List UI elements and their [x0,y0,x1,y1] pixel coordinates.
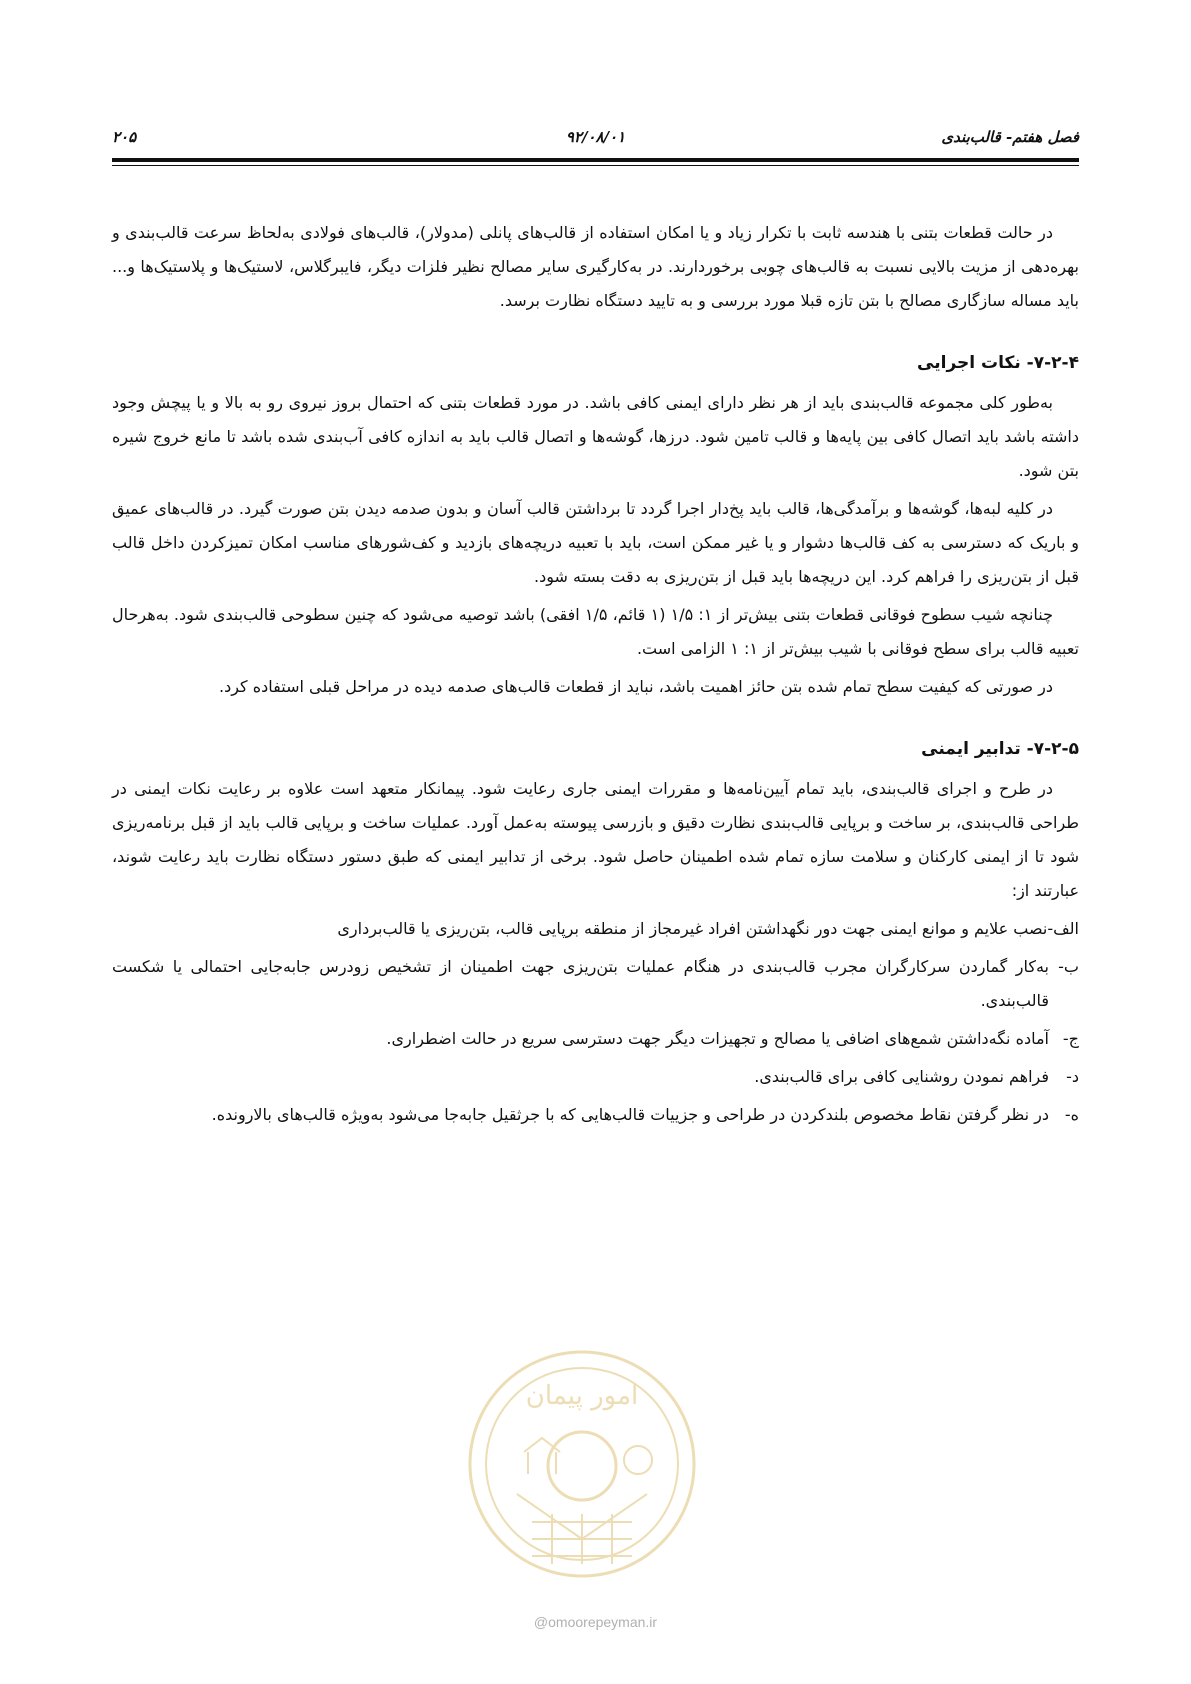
watermark-url: @omoorepeyman.ir [533,1614,658,1630]
chapter-title: فصل هفتم- قالب‌بندی [941,128,1079,146]
stamp-text: امور پیمان [525,1381,639,1411]
list-item-text: نصب علایم و موانع ایمنی جهت دور نگهداشتن افراد غیرمجاز از منطقه برپایی قالب، بتن‌ریزی یا قالب‌برداری [337,919,1048,938]
list-marker: الف- [1047,919,1079,938]
safety-measures-list [112,912,1079,1132]
page-content [112,216,1079,1136]
section-5-paragraph: در طرح و اجرای قالب‌بندی، باید تمام آیین‌نامه‌ها و مقررات ایمنی جاری رعایت شود. پیمانکار متعهد است علاوه بر رعایت نکات ایمنی در طراحی قالب‌بندی، بر ساخت و برپایی قالب‌بندی نظارت دقیق و بازرسی پیوسته به‌عمل آورد. عملیات ساخت و برپایی قالب باید از قبل برنامه‌ریزی شود تا از ایمنی کارکنان و سلامت سازه تمام شده اطمینان حاصل شود. برخی از تدابیر ایمنی که طبق دستور دستگاه نظارت باید رعایت شوند، عبارتند از: [112,779,1079,900]
list-item-text: در نظر گرفتن نقاط مخصوص بلندکردن در طراحی و جزییات قالب‌هایی که با جرثقیل جابه‌جا می‌شود به‌ویژه قالب‌های بالارونده. [211,1105,1049,1124]
list-item-text: آماده نگه‌داشتن شمع‌های اضافی یا مصالح و تجهیزات دیگر جهت دسترسی سریع در حالت اضطراری. [386,1029,1049,1048]
page-header [112,128,1079,152]
list-marker: ه- [1064,1105,1079,1124]
section-4-paragraph-2: در کلیه لبه‌ها، گوشه‌ها و برآمدگی‌ها، قالب باید پخ‌دار اجرا گردد تا برداشتن قالب آسان و بدون صدمه دیدن بتن صورت گیرد. در قالب‌های عمیق و باریک که دسترسی به کف قالب‌ها دشوار و یا غیر ممکن است، باید با تعبیه دریچه‌های بازدید و کف‌شورهای مناسب امکان تمیزکردن داخل قالب قبل از بتن‌ریزی را فراهم کرد. این دریچه‌ها باید قبل از بتن‌ریزی به دقت بسته شود. [112,499,1079,586]
page-number: ۲۰۵ [112,128,137,146]
list-marker: ب- [1058,957,1079,976]
header-rule-thin [112,165,1079,166]
list-item [112,1060,1079,1094]
list-item [112,1022,1079,1056]
list-item [112,912,1079,946]
section-4-paragraph-4: در صورتی که کیفیت سطح تمام شده بتن حائز اهمیت باشد، نباید از قطعات قالب‌های صدمه دیده در مراحل قبلی استفاده کرد. [219,677,1053,696]
section-heading-execution-notes: ۷-۲-۴- نکات اجرایی [917,353,1079,373]
list-marker: د- [1066,1067,1079,1086]
section-heading-safety-measures: ۷-۲-۵- تدابیر ایمنی [921,739,1079,759]
section-4-paragraph-3: چنانچه شیب سطوح فوقانی قطعات بتنی بیش‌تر از ۱: ۱/۵ (۱ قائم، ۱/۵ افقی) باشد توصیه می‌شود که چنین سطوحی قالب‌بندی شود. به‌هرحال تعبیه قالب برای سطح فوقانی با شیب بیش‌تر از ۱: ۱ الزامی است. [112,605,1079,658]
list-item-text: به‌کار گماردن سرکارگران مجرب قالب‌بندی در هنگام عملیات بتن‌ریزی جهت اطمینان از تشخیص زودرس جابه‌جایی احتمالی یا شکست قالب‌بندی. [112,957,1049,1010]
header-rule-thick [112,158,1079,162]
list-item-text: فراهم نمودن روشنایی کافی برای قالب‌بندی. [754,1067,1049,1086]
list-item [112,1098,1079,1132]
section-4-paragraph-1: به‌طور کلی مجموعه قالب‌بندی باید از هر نظر دارای ایمنی کافی باشد. در مورد قطعات بتنی که احتمال بروز نیروی رو به بالا و یا پیچش وجود داشته باشد باید اتصال کافی بین پایه‌ها و قالب تامین شود. درزها، گوشه‌ها و اتصال قالب باید به اندازه کافی آب‌بندی شده باشد تا مانع خروج شیره بتن شود. [112,393,1079,480]
seal-stamp-icon [462,1344,702,1584]
list-marker: ج- [1062,1029,1079,1048]
intro-paragraph: در حالت قطعات بتنی با هندسه ثابت با تکرار زیاد و یا امکان استفاده از قالب‌های پانلی (مدولار)، قالب‌های فولادی به‌لحاظ سرعت قالب‌بندی و بهره‌دهی از مزیت بالایی نسبت به قالب‌های چوبی برخوردارند. در به‌کارگیری سایر مصالح نظیر فلزات دیگر، فایبرگلاس، لاستیک‌ها و پلاستیک‌ها و... باید مساله سازگاری مصالح با بتن تازه قبلا مورد بررسی و به تایید دستگاه نظارت برسد. [112,223,1079,310]
list-item [112,950,1079,1018]
header-date: ۹۲/۰۸/۰۱ [565,128,626,146]
